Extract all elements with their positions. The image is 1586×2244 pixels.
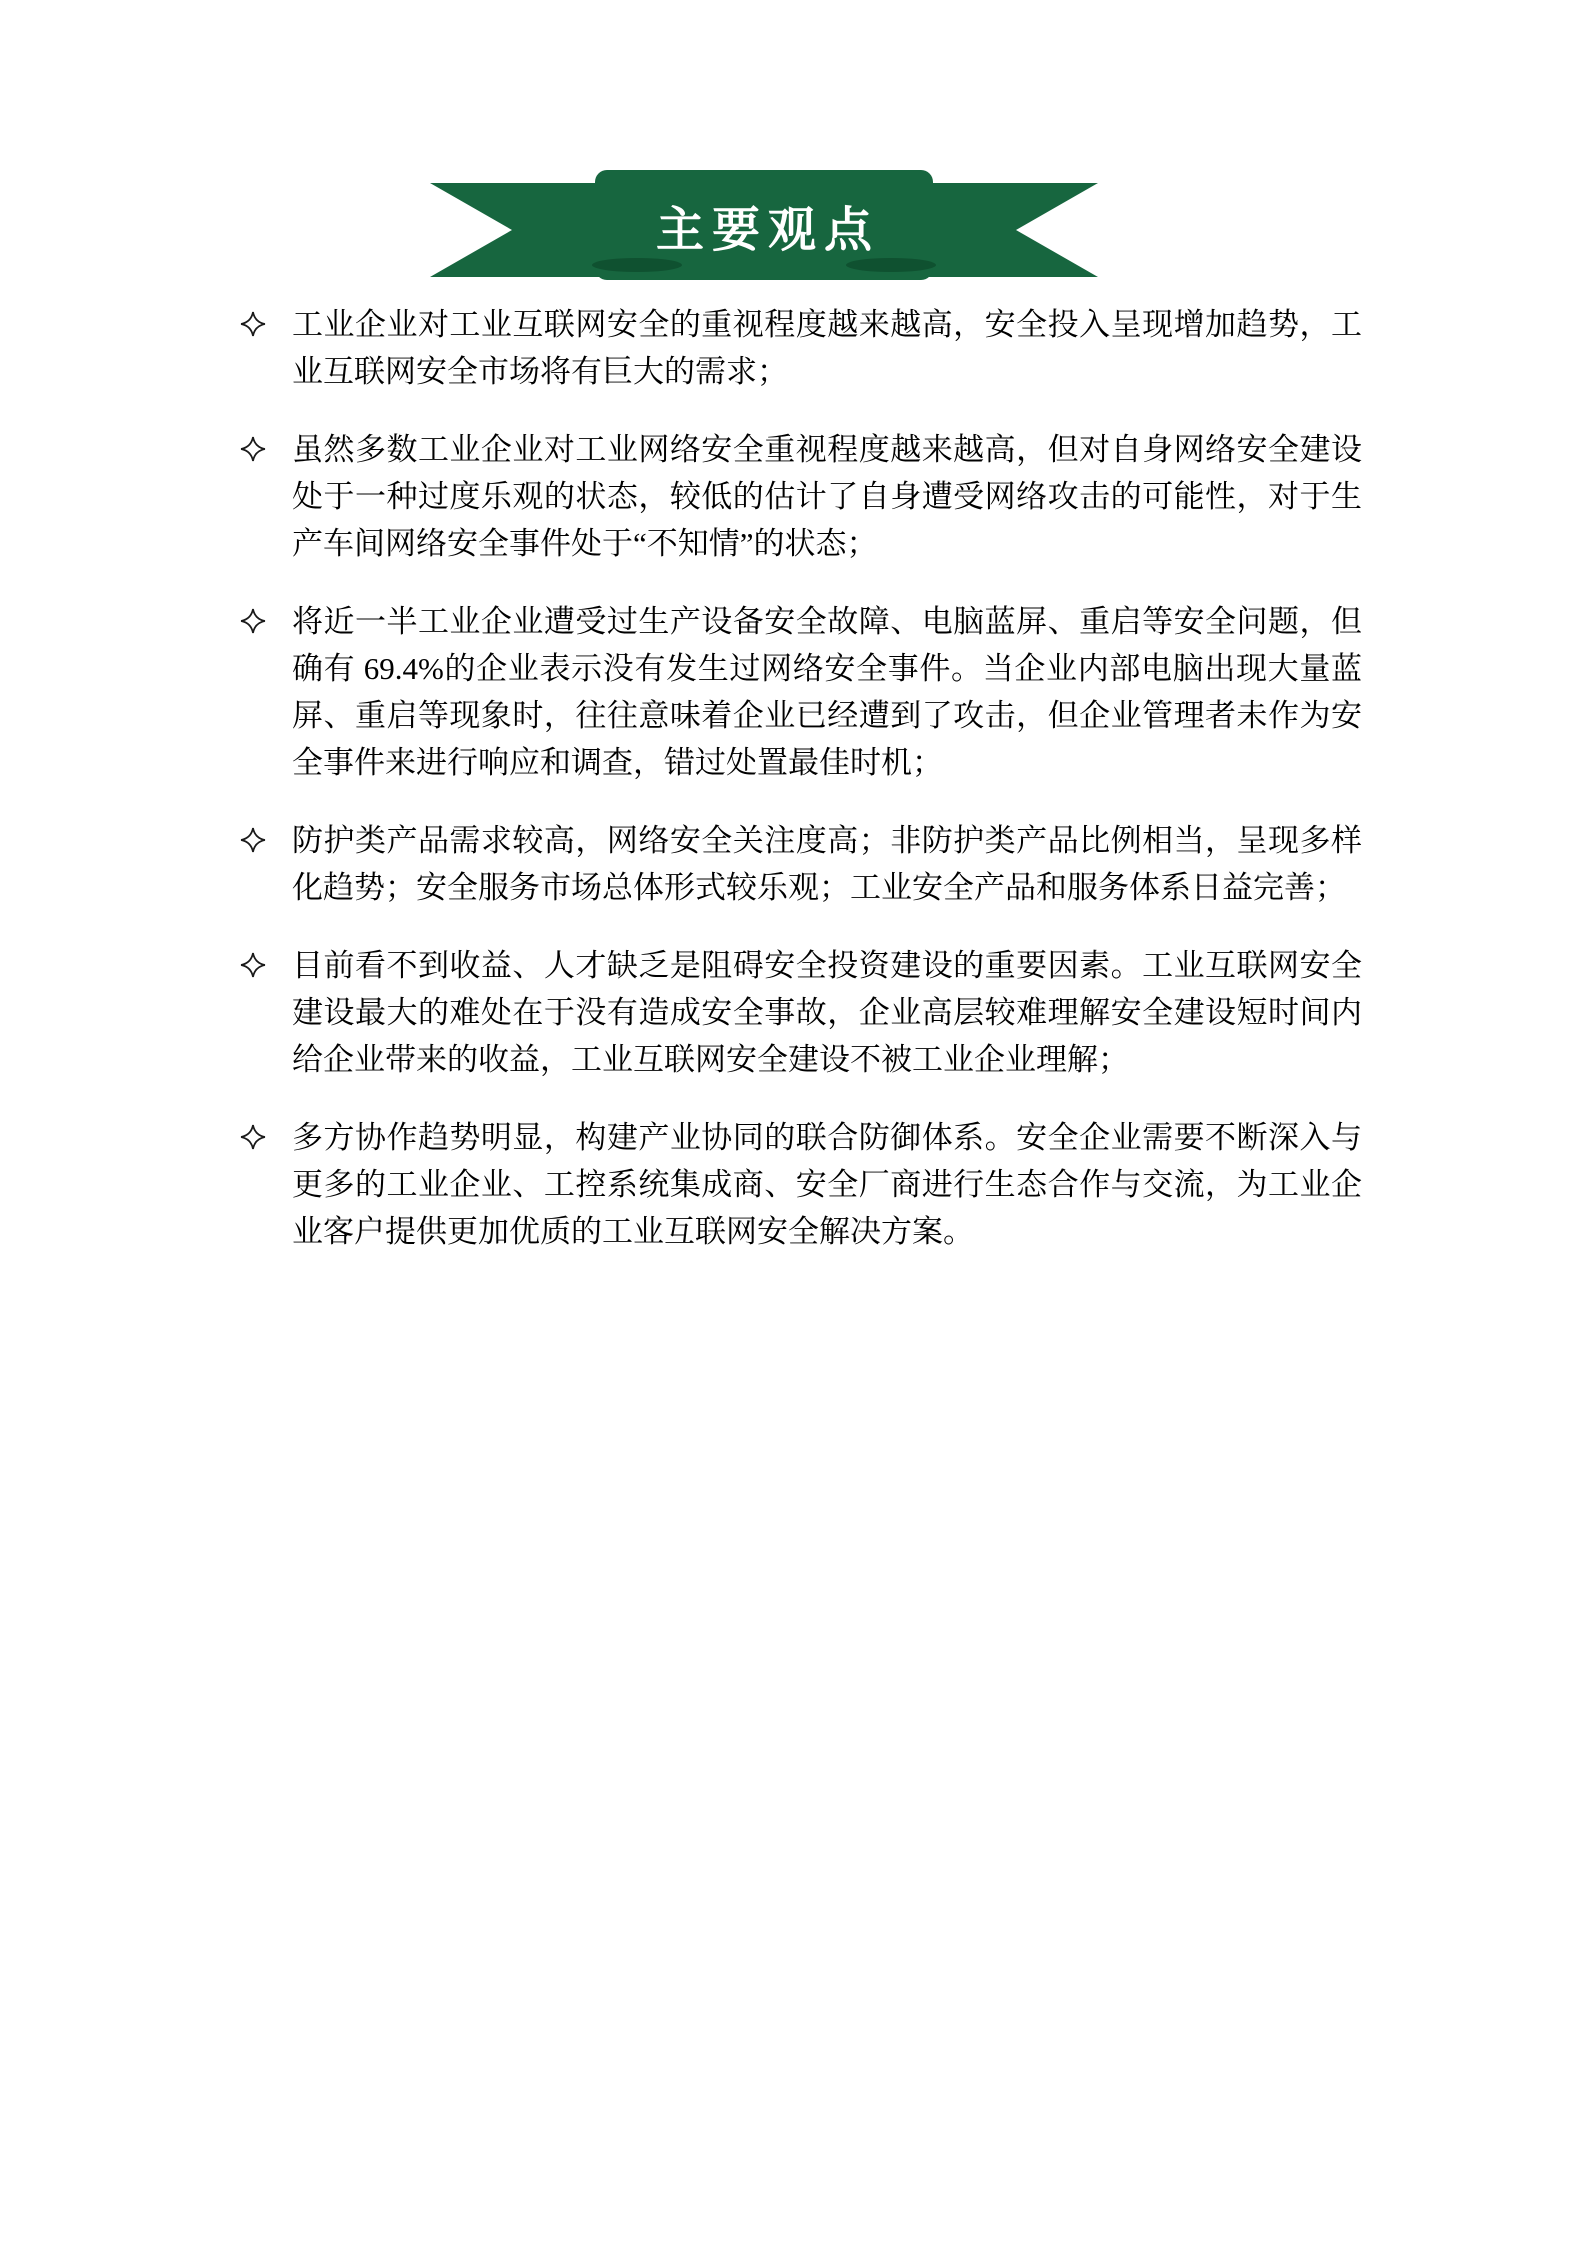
- list-item: [240, 817, 1362, 911]
- point-text: 工业企业对工业互联网安全的重视程度越来越高，安全投入呈现增加趋势，工业互联网安全市场将有巨大的需求；: [292, 307, 1362, 389]
- list-item: [240, 1114, 1362, 1255]
- four-pointed-star-bullet-icon: [240, 608, 266, 634]
- list-item: [240, 426, 1362, 567]
- section-banner: [430, 170, 1098, 280]
- key-points-list: [240, 301, 1362, 1286]
- point-text: 防护类产品需求较高，网络安全关注度高；非防护类产品比例相当，呈现多样化趋势；安全服务市场总体形式较乐观；工业安全产品和服务体系日益完善；: [292, 823, 1362, 905]
- list-item: [240, 598, 1362, 786]
- list-item: [240, 301, 1362, 395]
- four-pointed-star-bullet-icon: [240, 311, 266, 337]
- four-pointed-star-bullet-icon: [240, 952, 266, 978]
- four-pointed-star-bullet-icon: [240, 436, 266, 462]
- banner-title: 主要观点: [655, 203, 880, 257]
- point-text: 多方协作趋势明显，构建产业协同的联合防御体系。安全企业需要不断深入与更多的工业企业、工控系统集成商、安全厂商进行生态合作与交流，为工业企业客户提供更加优质的工业互联网安全解决方案。: [292, 1120, 1362, 1249]
- point-text: 目前看不到收益、人才缺乏是阻碍安全投资建设的重要因素。工业互联网安全建设最大的难处在于没有造成安全事故，企业高层较难理解安全建设短时间内给企业带来的收益，工业互联网安全建设不被工业企业理解；: [292, 948, 1362, 1077]
- point-text: 虽然多数工业企业对工业网络安全重视程度越来越高，但对自身网络安全建设处于一种过度乐观的状态，较低的估计了自身遭受网络攻击的可能性，对于生产车间网络安全事件处于“不知情”的状态；: [292, 432, 1362, 561]
- four-pointed-star-bullet-icon: [240, 827, 266, 853]
- point-text: 将近一半工业企业遭受过生产设备安全故障、电脑蓝屏、重启等安全问题，但确有 69.4%的企业表示没有发生过网络安全事件。当企业内部电脑出现大量蓝屏、重启等现象时，往往意味着企业已经遭到了攻击，但企业管理者未作为安全事件来进行响应和调查，错过处置最佳时机；: [292, 604, 1362, 780]
- four-pointed-star-bullet-icon: [240, 1124, 266, 1150]
- list-item: [240, 942, 1362, 1083]
